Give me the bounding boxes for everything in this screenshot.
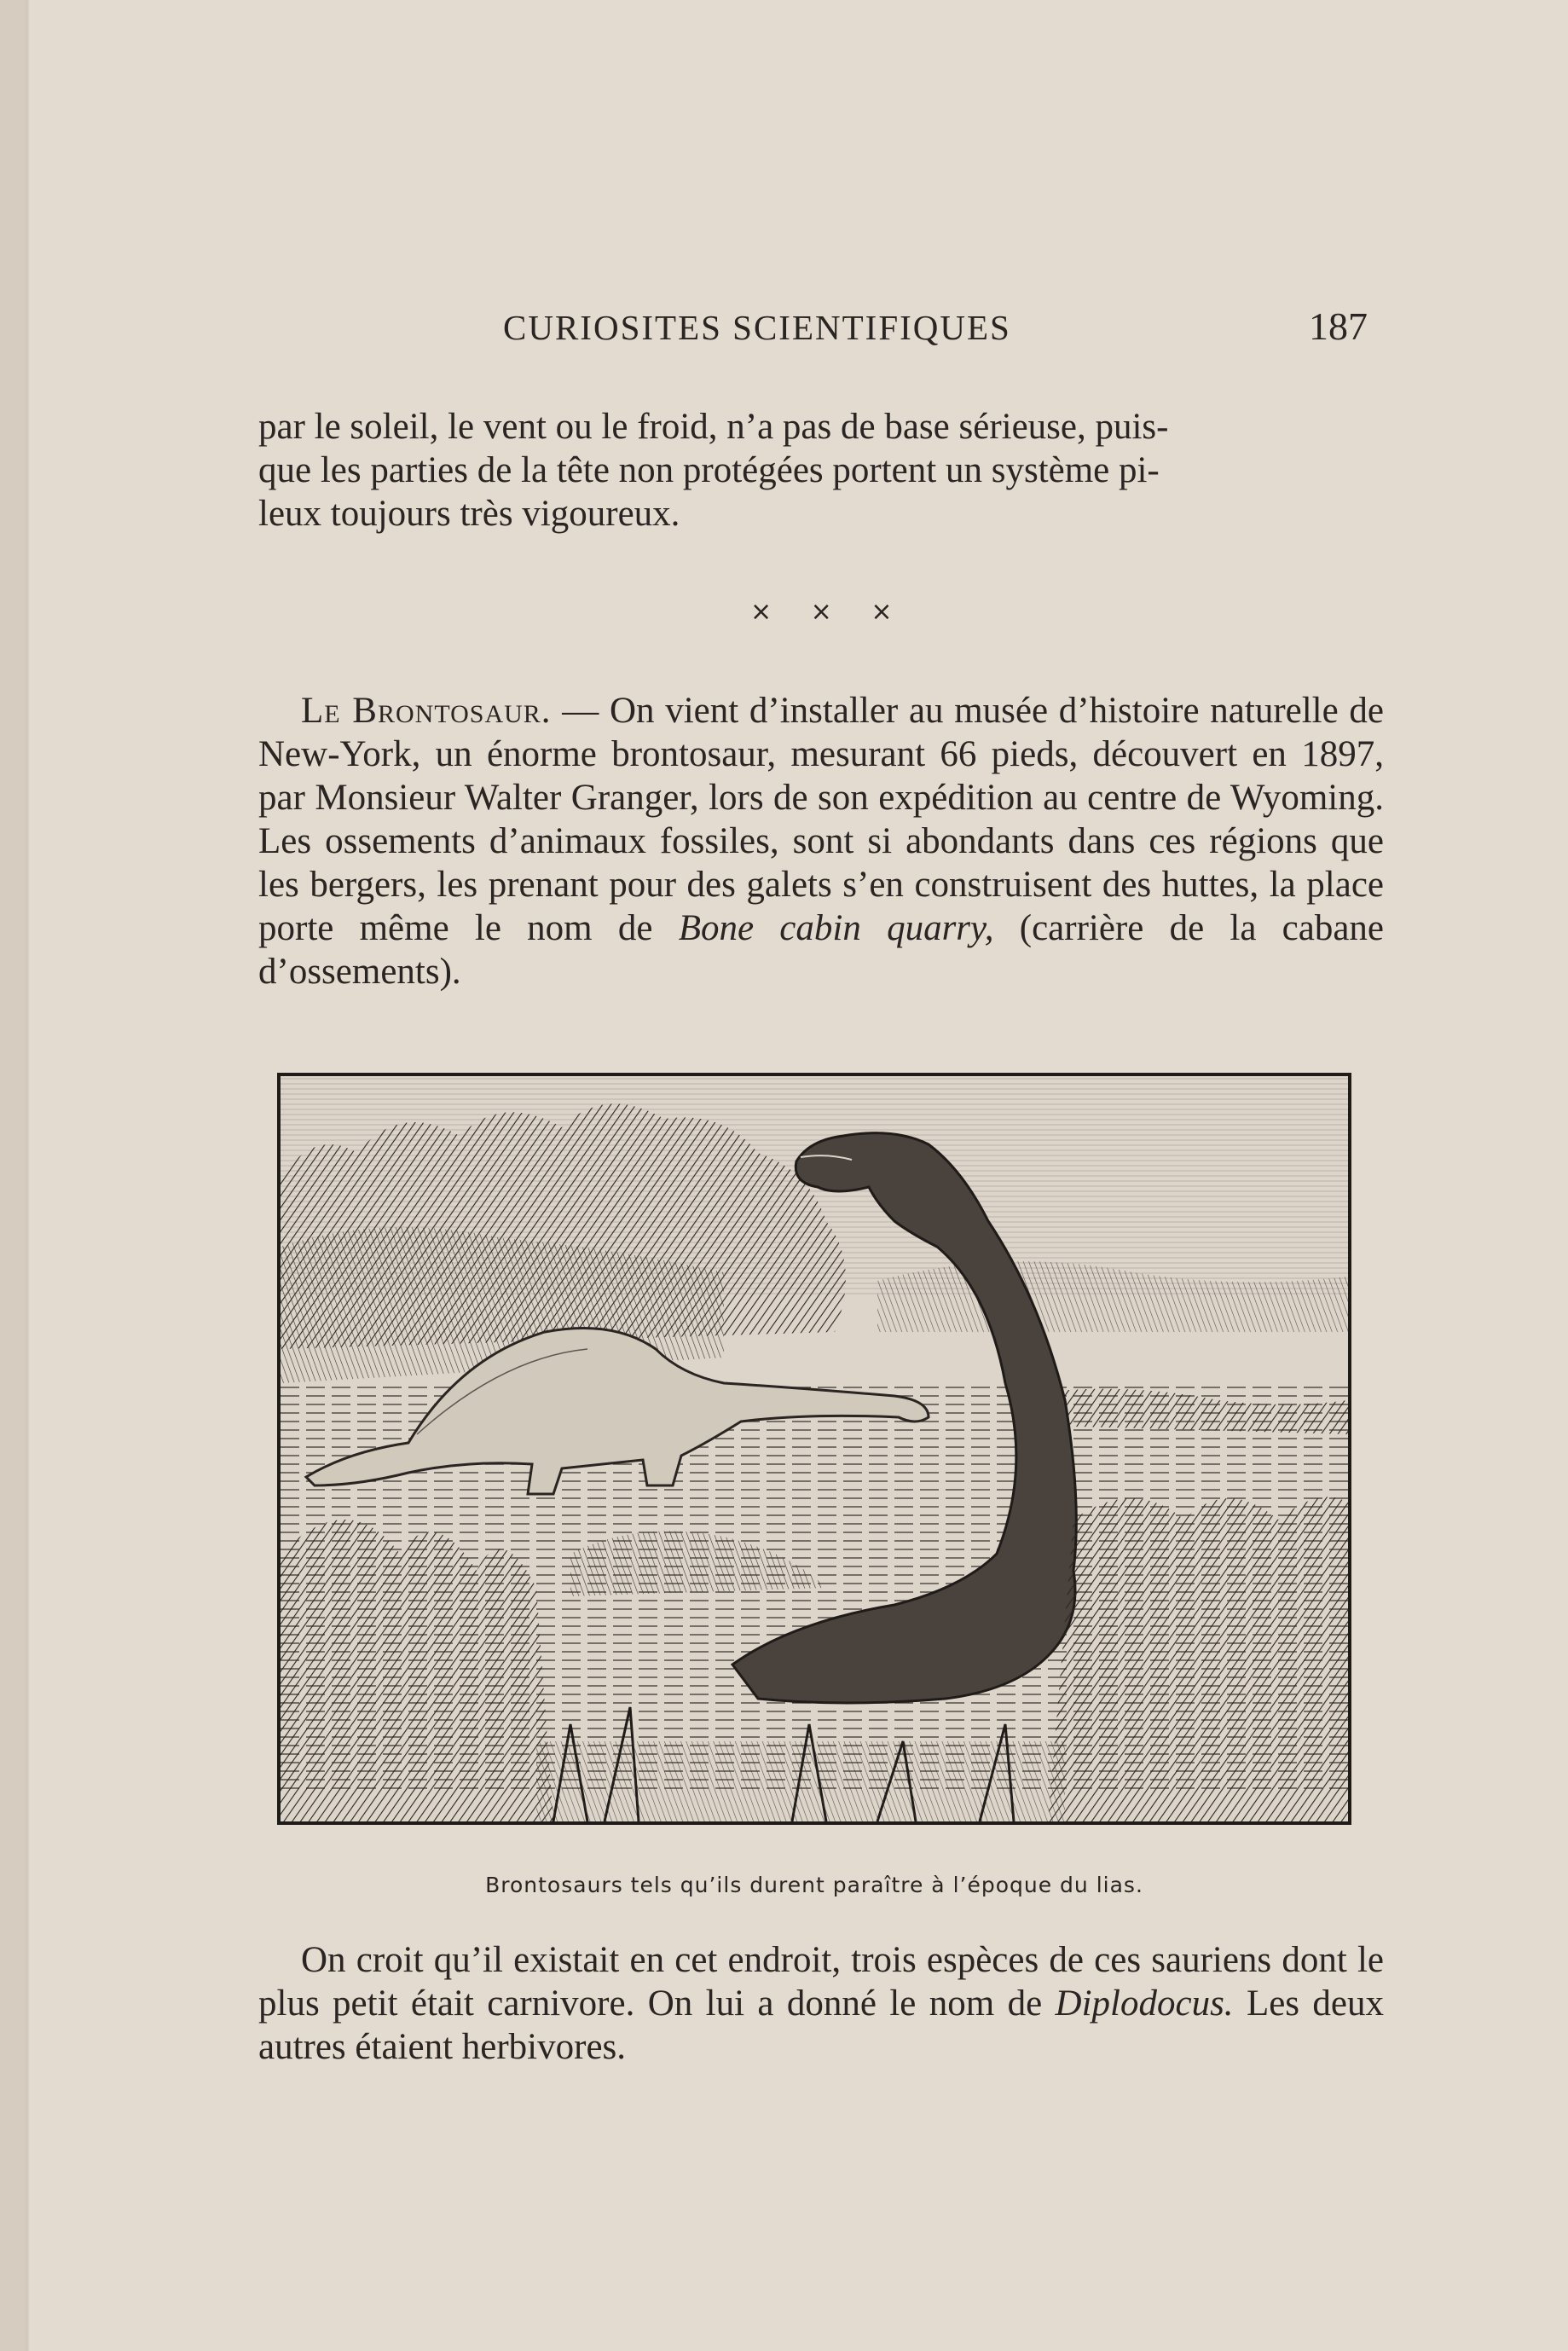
- engraving-drawing: [281, 1076, 1348, 1821]
- running-title: CURIOSITES SCIENTIFIQUES: [503, 308, 1011, 347]
- paragraph-1-line: leux toujours très vigoureux.: [258, 494, 680, 534]
- page-margin-shadow: [0, 0, 26, 2351]
- paragraph-1: [258, 405, 1384, 536]
- section-heading: Le Brontosaur.: [301, 691, 552, 731]
- paragraph-diplodocus: [258, 1938, 1384, 2069]
- page-number: 187: [1309, 304, 1368, 348]
- page-binding-edge: [26, 0, 29, 2351]
- em-dash: —: [551, 691, 610, 731]
- paragraph-text: On croit qu’il existait en cet endroit, trois espèces de ces sauriens dont le plus petit était carnivore. On lui a donné le nom de: [258, 1940, 1384, 2024]
- paragraph-text: Les deux autres étaient herbivores.: [258, 1983, 1384, 2067]
- paragraph-1-line: que les parties de la tête non protégées portent un système pi-: [258, 450, 1160, 490]
- italic-place-name: Bone cabin quarry,: [678, 908, 994, 948]
- paragraph-brontosaur: [258, 689, 1384, 993]
- figure-caption: Brontosaurs tels qu’ils durent paraître à l’époque du lias.: [485, 1873, 1143, 1897]
- italic-species-name: Diplodocus.: [1055, 1983, 1234, 2024]
- brontosaur-illustration: [277, 1073, 1351, 1825]
- paragraph-text: (carrière de la cabane d’ossements).: [258, 908, 1385, 992]
- paragraph-1-line: par le soleil, le vent ou le froid, n’a pas de base sérieuse, puis-: [258, 407, 1169, 447]
- section-separator: × × ×: [750, 597, 908, 627]
- paragraph-text: On vient d’installer au musée d’histoire naturelle de New-York, un énorme brontosaur, mesurant 66 pieds, découvert en 1897, par Monsieur Walter Granger, lors de son expédition au centre de Wyoming. Les ossements d’animaux fossiles, sont si abondants dans ces régions que les bergers, les prenant pour des galets s’en construisent des huttes, la place porte même le nom de: [258, 691, 1385, 948]
